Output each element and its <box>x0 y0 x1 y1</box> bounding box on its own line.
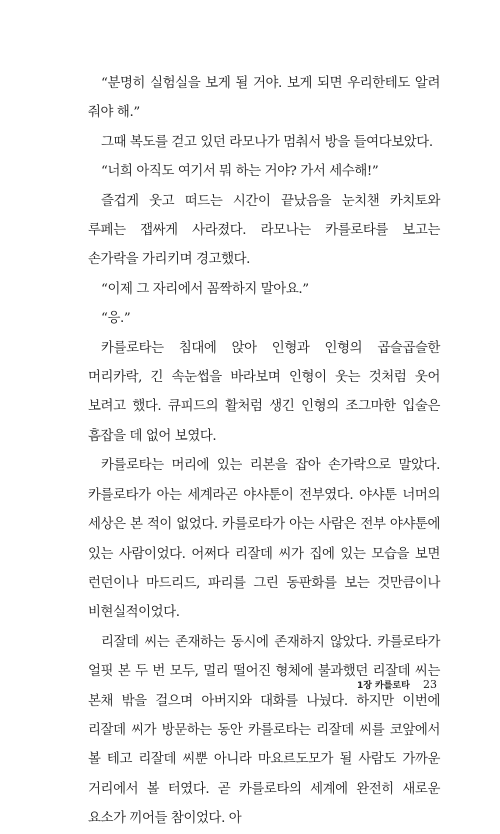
body-text <box>88 69 440 834</box>
page-footer <box>357 678 437 691</box>
paragraph: “응.” <box>101 311 131 327</box>
chapter-title: 1장 카를로타 <box>356 681 410 691</box>
paragraph: 그때 복도를 걷고 있던 라모나가 멈춰서 방을 들여다보았다. <box>101 134 433 150</box>
page-number: 23 <box>423 678 437 691</box>
paragraph: “이제 그 자리에서 꼼짝하지 말아요.” <box>101 281 309 297</box>
paragraph: “분명히 실험실을 보게 될 거야. 보게 되면 우리한테도 알려 줘야 해.” <box>88 76 440 121</box>
paragraph: “너희 아직도 여기서 뭐 하는 거야? 가서 세수해!” <box>101 164 379 180</box>
paragraph: 카를로타는 머리에 있는 리본을 잡아 손가락으로 말았다. 카를로타가 아는 세계라곤 야샤툰이 전부였다. 야샤툰 너머의 세상은 본 적이 없었다. 카를로타가 아는 사람은 전부 야샤툰에 있는 사람이었다. 어쩌다 리잘데 씨가 집에 있는 모습을 보면 런던이나 마드리드, 파리를 그린 동판화를 보는 것만큼이나 비현실적이었다. <box>88 458 440 621</box>
paragraph: 즐겁게 웃고 떠드는 시간이 끝났음을 눈치챈 카치토와 루페는 잽싸게 사라졌다. 라모나는 카를로타를 보고는 손가락을 가리키며 경고했다. <box>88 193 440 268</box>
paragraph: 리잘데 씨는 존재하는 동시에 존재하지 않았다. 카를로타가 얼핏 본 두 번 모두, 멀리 떨어진 형체에 불과했던 리잘데 씨는 본채 밖을 걸으며 아버지와 대화를 나눴다. 하지만 이번에 리잘데 씨가 방문하는 동안 카를로타는 리잘데 씨를 코앞에서 볼 테고 리잘데 씨뿐 아니라 마요르도모가 될 사람도 가까운 거리에서 볼 터였다. 곧 카를로타의 세계에 완전히 새로운 요소가 끼어들 참이었다. 아 <box>88 634 440 827</box>
paragraph: 카를로타는 침대에 앉아 인형과 인형의 곱슬곱슬한 머리카락, 긴 속눈썹을 바라보며 인형이 웃는 것처럼 웃어 보려고 했다. 큐피드의 활처럼 생긴 인형의 조그마한 입술은 흠잡을 데 없어 보였다. <box>88 340 440 444</box>
